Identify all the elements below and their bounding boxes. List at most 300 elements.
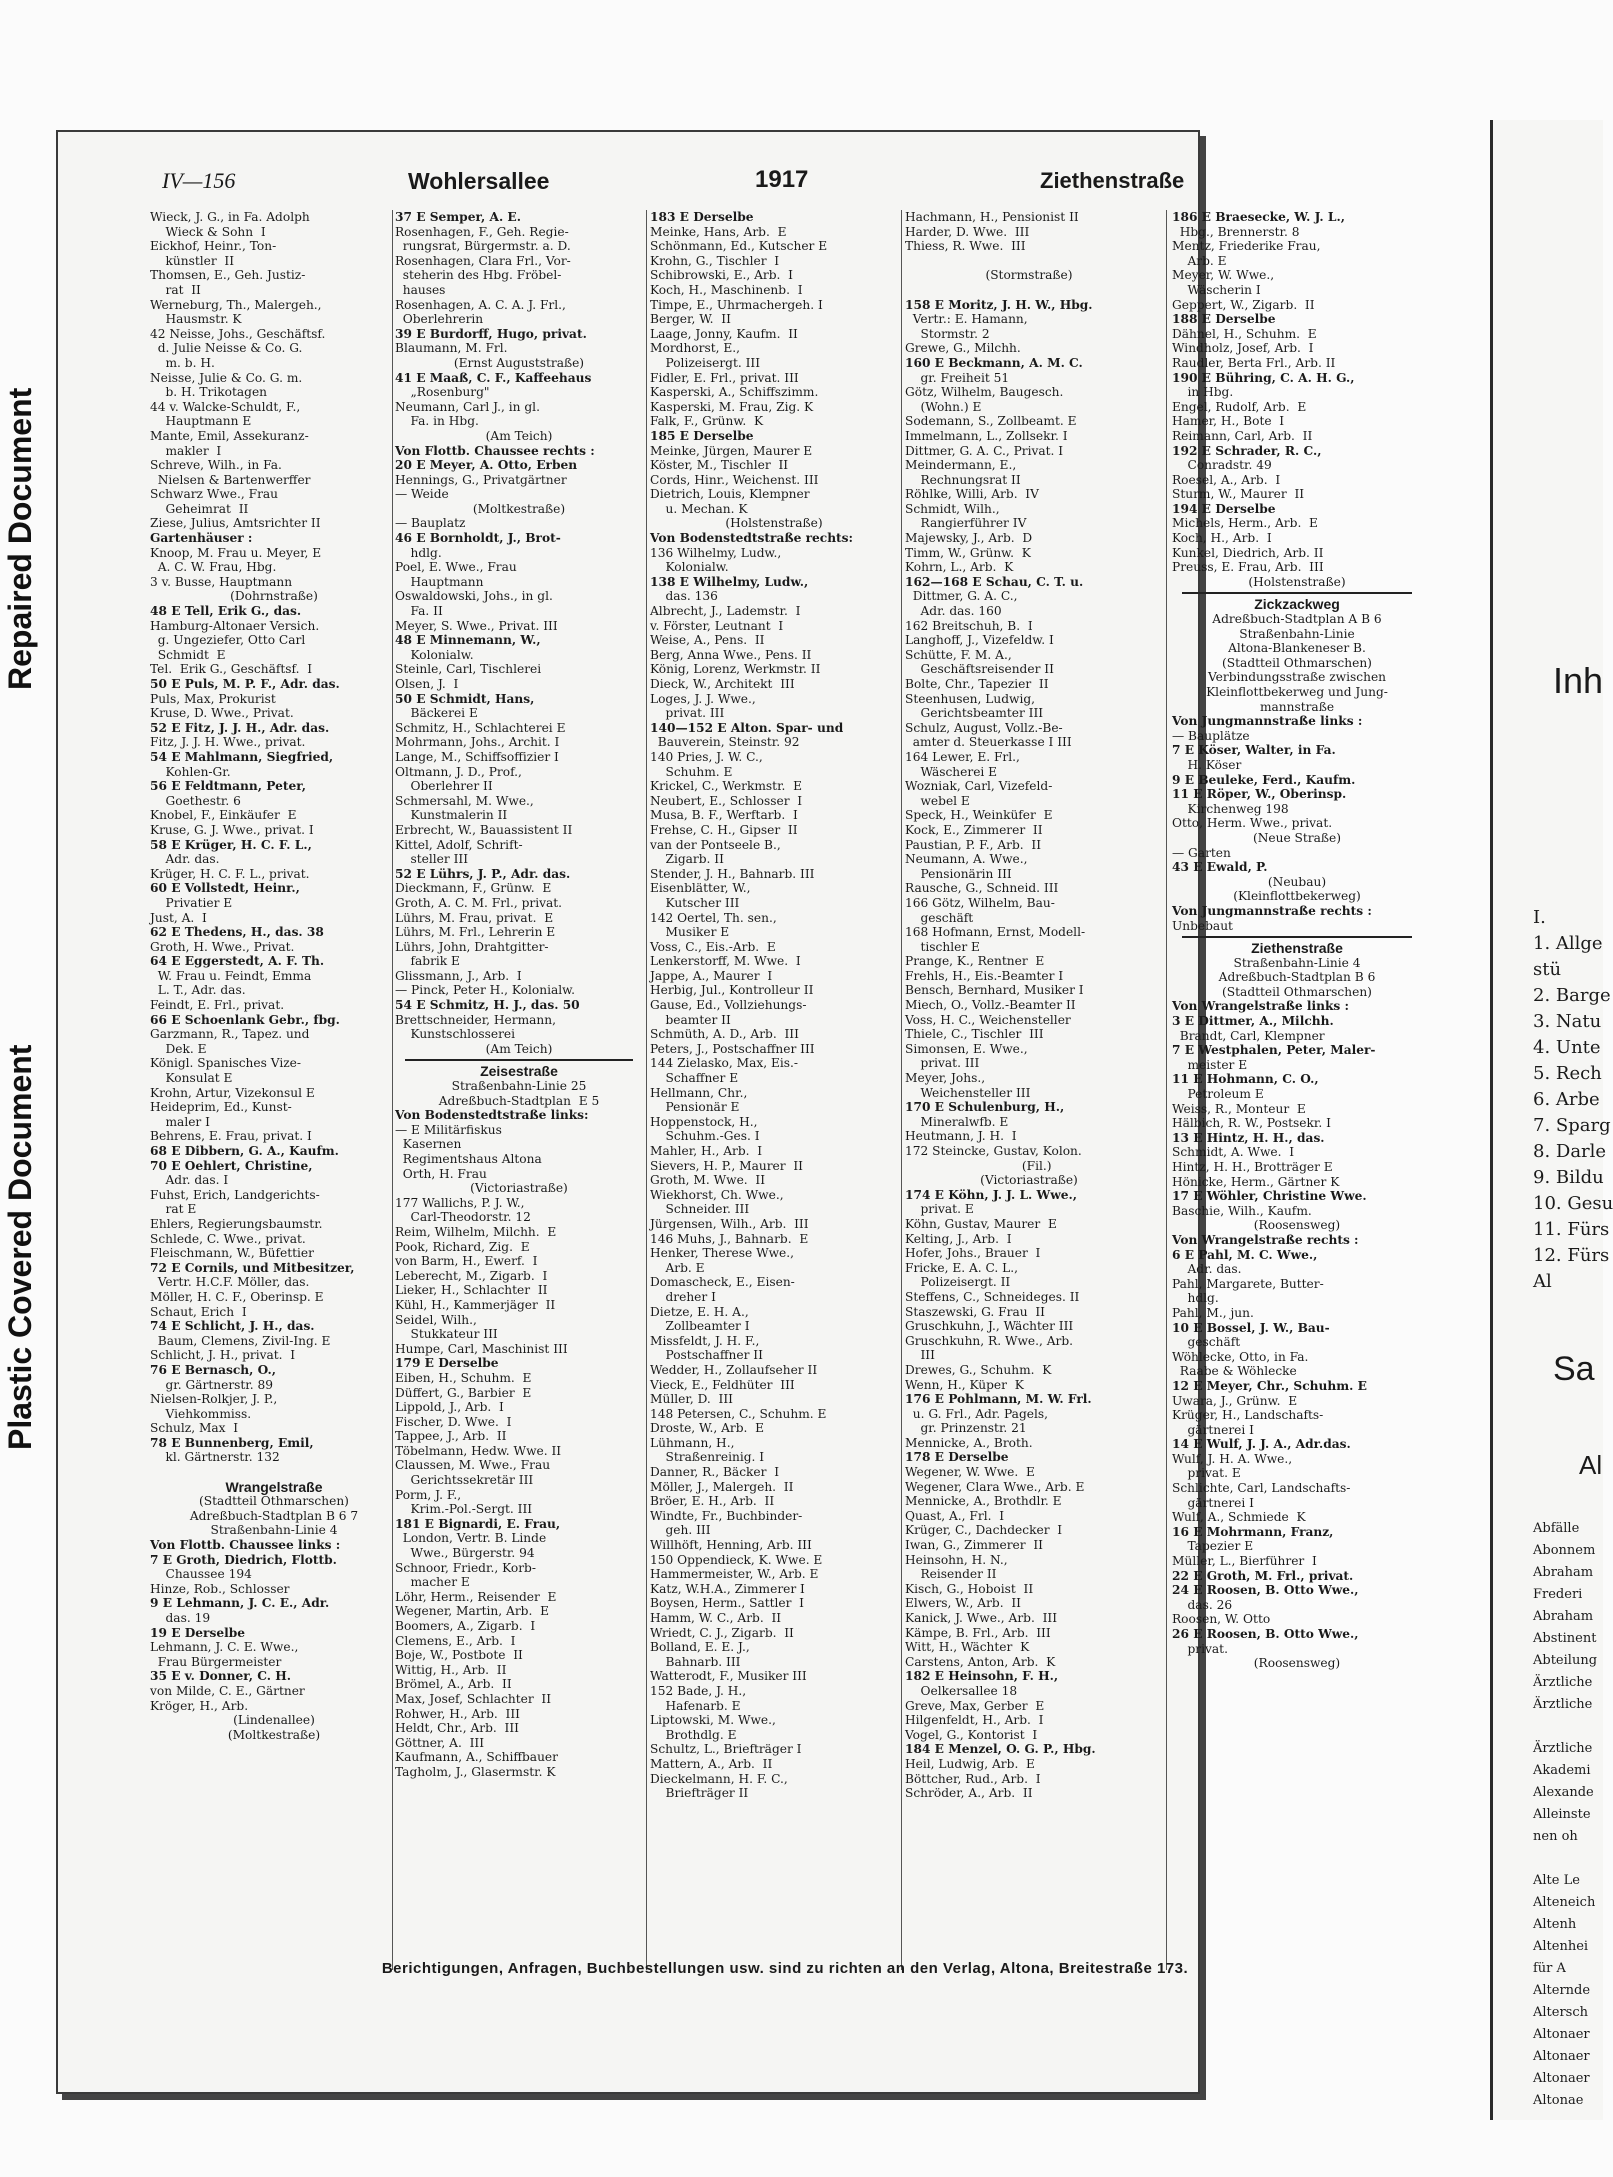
directory-line: Wegener, W. Wwe. E xyxy=(905,1465,1035,1480)
directory-line: g. Ungeziefer, Otto Carl xyxy=(150,633,306,648)
directory-line: Adreßbuch-Stadtplan B 6 xyxy=(1218,970,1376,985)
directory-line: Simonsen, E. Wwe., xyxy=(905,1041,1028,1056)
column-divider xyxy=(901,210,902,1970)
directory-line: Immelmann, L., Zollsekr. I xyxy=(905,428,1068,443)
directory-line: 24 E Roosen, B. Otto Wwe., xyxy=(1172,1583,1359,1598)
directory-line: Meyer, W. Wwe., xyxy=(1172,268,1275,283)
directory-line: Fricke, E. A. C. L., xyxy=(905,1260,1019,1275)
adjacent-list-item: Al xyxy=(1533,1271,1552,1292)
directory-line: Nielsen & Bartenwerffer xyxy=(150,472,311,487)
directory-line: Schaffner E xyxy=(650,1071,739,1086)
directory-line: 170 E Schulenburg, H., xyxy=(905,1100,1065,1115)
directory-line: Lenkerstorff, M. Wwe. I xyxy=(650,954,801,969)
directory-line: rungsrat, Bürgermstr. a. D. xyxy=(395,239,571,254)
adjacent-index-item: Ärztliche xyxy=(1533,1741,1593,1756)
directory-line: Meinke, Hans, Arb. E xyxy=(650,224,787,239)
directory-line: Max, Josef, Schlachter II xyxy=(395,1691,552,1706)
directory-line: 181 E Bignardi, E. Frau, xyxy=(395,1516,561,1531)
directory-line: Königl. Spanisches Vize- xyxy=(150,1056,301,1071)
directory-line: Kittel, Adolf, Schrift- xyxy=(395,837,523,852)
directory-line: Von Bodenstedtstraße links: xyxy=(395,1108,589,1123)
directory-line: Hennings, G., Privatgärtner xyxy=(395,472,567,487)
directory-line: 74 E Schlicht, J. H., das. xyxy=(150,1319,315,1334)
directory-line: Hauptmann E xyxy=(150,414,252,429)
directory-line: 172 Steincke, Gustav, Kolon. xyxy=(905,1144,1082,1158)
directory-line: Wittig, H., Arb. II xyxy=(395,1662,507,1677)
directory-line: Harder, D. Wwe. III xyxy=(905,224,1030,239)
adjacent-index-item: Frederi xyxy=(1533,1587,1583,1602)
footer-note: Berichtigungen, Anfragen, Buchbestellungen usw. sind zu richten an den Verlag, Altona, Breitestraße 173. xyxy=(381,1960,1189,1977)
directory-line: Wäscherei E xyxy=(905,764,998,779)
directory-line: (Kleinflottbekerweg) xyxy=(1233,889,1361,904)
directory-line: Privatier E xyxy=(150,895,233,910)
directory-line: Von Jungmannstraße rechts : xyxy=(1172,903,1372,918)
directory-line: 178 E Derselbe xyxy=(905,1450,1009,1465)
directory-line: Kunkel, Diedrich, Arb. II xyxy=(1172,545,1324,560)
directory-line: 42 Neisse, Johs., Geschäftsf. xyxy=(150,326,326,341)
directory-line: Wieck, J. G., in Fa. Adolph xyxy=(150,210,310,224)
directory-line: Raabe & Wöhlecke xyxy=(1172,1364,1297,1379)
directory-line: Mineralwfb. E xyxy=(905,1114,1009,1129)
directory-line: III xyxy=(905,1348,935,1363)
directory-line: 164 Lewer, E. Frl., xyxy=(905,749,1020,764)
directory-line: Lührs, John, Drahtgitter- xyxy=(395,939,549,954)
directory-line: Jappe, A., Maurer I xyxy=(650,968,773,983)
directory-line: Wiekhorst, Ch. Wwe., xyxy=(650,1187,784,1202)
directory-line: Schwarz Wwe., Frau xyxy=(150,487,279,502)
directory-line: 12 E Meyer, Chr., Schuhm. E xyxy=(1172,1378,1367,1393)
directory-line: privat. III xyxy=(650,706,725,721)
directory-line: fabrik E xyxy=(395,954,460,969)
adjacent-index-item: Abraham xyxy=(1533,1609,1594,1624)
directory-line: Laage, Jonny, Kaufm. II xyxy=(650,326,798,341)
directory-line: Oberlehrer II xyxy=(395,779,493,794)
directory-line: Heutmann, J. H. I xyxy=(905,1129,1017,1144)
directory-line: „Rosenburg" xyxy=(395,385,490,400)
directory-line: Musa, B. F., Werftarb. I xyxy=(650,808,798,823)
directory-line: 17 E Wöhler, Christine Wwe. xyxy=(1172,1189,1367,1204)
directory-line: 184 E Menzel, O. G. P., Hbg. xyxy=(905,1742,1096,1757)
adjacent-index-item: Ärztliche xyxy=(1533,1675,1593,1690)
directory-line: Von Flottb. Chaussee links : xyxy=(150,1538,341,1553)
directory-line: Oelkersallee 18 xyxy=(905,1683,1018,1698)
directory-line: 9 E Lehmann, J. C. E., Adr. xyxy=(150,1596,330,1611)
column-divider xyxy=(392,210,393,1970)
section-rule xyxy=(1182,936,1412,938)
directory-line: Schmüth, A. D., Arb. III xyxy=(650,1027,799,1042)
directory-line: Pensionär E xyxy=(650,1100,740,1115)
directory-line: 26 E Roosen, B. Otto Wwe., xyxy=(1172,1627,1359,1641)
directory-line: Kasperski, A., Schiffszimm. xyxy=(650,385,819,400)
directory-line: Altona-Blankeneser B. xyxy=(1228,641,1366,656)
directory-line: Arb. E xyxy=(1172,253,1227,268)
directory-line: Dietze, E. H. A., xyxy=(650,1304,749,1319)
directory-line: Kohrn, L., Arb. K xyxy=(905,560,1014,575)
directory-line: Hafenarb. E xyxy=(650,1698,741,1713)
directory-line: 52 E Fitz, J. J. H., Adr. das. xyxy=(150,720,330,735)
directory-line: dreher I xyxy=(650,1289,716,1304)
directory-line: Götz, Wilhelm, Baugesch. xyxy=(905,385,1064,400)
directory-line: Schmidt, Wilh., xyxy=(905,501,1000,516)
directory-line: Pahl, M., jun. xyxy=(1172,1305,1254,1320)
directory-line: Schlichte, Carl, Landschafts- xyxy=(1172,1481,1351,1496)
directory-line: geh. III xyxy=(650,1523,711,1538)
directory-line: Berg, Anna Wwe., Pens. II xyxy=(650,647,812,662)
directory-line: Schmersahl, M. Wwe., xyxy=(395,793,534,808)
directory-line: Boomers, A., Zigarb. I xyxy=(395,1619,536,1633)
directory-line: Löhr, Herm., Reisender E xyxy=(395,1589,557,1604)
directory-line: Lange, M., Schiffsoffizier I xyxy=(395,749,559,764)
directory-line: Bahnarb. III xyxy=(650,1654,741,1669)
directory-line: Gruschkuhn, J., Wächter III xyxy=(905,1319,1074,1334)
directory-line: Straßenbahn-Linie xyxy=(1239,626,1355,641)
directory-line: Krickel, C., Werkmstr. E xyxy=(650,779,803,794)
directory-line: Wedder, H., Zollaufseher II xyxy=(650,1362,818,1377)
directory-line: (Am Teich) xyxy=(485,428,553,443)
directory-line: das. 136 xyxy=(650,589,718,604)
directory-line: Sturm, W., Maurer II xyxy=(1172,487,1305,502)
directory-line: 54 E Mahlmann, Siegfried, xyxy=(150,749,334,764)
directory-line: Regimentshaus Altona xyxy=(395,1152,542,1166)
directory-line: Steenhusen, Ludwig, xyxy=(905,691,1036,706)
directory-line: Tappee, J., Arb. II xyxy=(395,1429,507,1444)
directory-line: Liptowski, M. Wwe., xyxy=(650,1713,776,1728)
directory-line: 186 E Braesecke, W. J. L., xyxy=(1172,210,1345,224)
directory-line: Weiss, R., Monteur E xyxy=(1172,1101,1306,1116)
adjacent-index-item: Altonae xyxy=(1533,2093,1584,2108)
directory-line: Kolonialw. xyxy=(650,560,729,575)
directory-line: Kruse, D. Wwe., Privat. xyxy=(150,706,294,721)
directory-line: Miech, O., Vollz.-Beamter II xyxy=(905,998,1076,1013)
directory-line: 62 E Thedens, H., das. 38 xyxy=(150,925,324,940)
directory-line: — Bauplatz xyxy=(395,516,466,531)
adjacent-index-item: Altonaer xyxy=(1533,2071,1590,2086)
directory-line: Kleinflottbekerweg und Jung- xyxy=(1206,685,1388,699)
directory-line: hdlg. xyxy=(1172,1291,1219,1306)
directory-line: Prange, K., Rentner E xyxy=(905,954,1045,969)
adjacent-index-item: Alexande xyxy=(1533,1785,1594,1800)
directory-line: Kühl, H., Kammerjäger II xyxy=(395,1297,556,1312)
directory-line: Köster, M., Tischler II xyxy=(650,458,789,473)
directory-line: Sievers, H. P., Maurer II xyxy=(650,1158,803,1173)
directory-line: Werneburg, Th., Malergeh., xyxy=(150,297,322,312)
directory-line: Bäckerei E xyxy=(395,706,478,721)
directory-line: 192 E Schrader, R. C., xyxy=(1172,443,1322,458)
directory-line: Dittmer, G. A. C., Privat. I xyxy=(905,443,1064,458)
adjacent-index-item: Altersch xyxy=(1533,2005,1589,2020)
directory-line: (Moltkestraße) xyxy=(472,501,566,516)
directory-line: Straßenbahn-Linie 4 xyxy=(210,1523,338,1538)
directory-line: Tapezier E xyxy=(1172,1539,1254,1554)
directory-line: 6 E Pahl, M. C. Wwe., xyxy=(1172,1247,1318,1262)
directory-line: Fleischmann, W., Büfettier xyxy=(150,1246,314,1261)
directory-line: Neumann, Carl J., in gl. xyxy=(395,399,540,414)
directory-line: Krohn, G., Tischler I xyxy=(650,253,780,268)
directory-line: Porm, J. F., xyxy=(395,1487,462,1502)
directory-line: Neumann, A. Wwe., xyxy=(905,852,1028,867)
directory-line: macher E xyxy=(395,1575,470,1590)
directory-line: 168 Hofmann, Ernst, Modell- xyxy=(905,925,1086,940)
directory-line: Geheimrat II xyxy=(150,501,249,516)
directory-line: Ehlers, Regierungsbaumstr. xyxy=(150,1216,323,1231)
directory-line: (Stadtteil Othmarschen) xyxy=(1222,655,1372,670)
directory-line: Wulf, J. H. A. Wwe., xyxy=(1172,1451,1293,1466)
directory-line: Schlicht, J. H., privat. I xyxy=(150,1348,296,1363)
directory-line: Musiker E xyxy=(650,925,730,940)
directory-line: (Stadtteil Othmarschen) xyxy=(1222,984,1372,999)
directory-line: Humpe, Carl, Maschinist III xyxy=(395,1341,568,1356)
directory-line: von Milde, C. E., Gärtner xyxy=(150,1683,305,1698)
directory-line: Watterodt, F., Musiker III xyxy=(650,1669,807,1684)
directory-line: Neisse, Julie & Co. G. m. xyxy=(150,370,303,385)
directory-line: künstler II xyxy=(150,253,235,268)
street-heading: Zeisestraße xyxy=(480,1063,558,1080)
directory-line: Heldt, Chr., Arb. III xyxy=(395,1721,519,1736)
directory-line: geschäft xyxy=(1172,1335,1241,1350)
directory-line: 166 Götz, Wilhelm, Bau- xyxy=(905,895,1055,910)
directory-line: Kohlen-Gr. xyxy=(150,764,231,779)
directory-line: Köhn, Gustav, Maurer E xyxy=(905,1216,1057,1231)
directory-line: Hamm, W. C., Arb. II xyxy=(650,1611,782,1625)
directory-line: (Am Teich) xyxy=(485,1041,553,1056)
directory-line: Henker, Therese Wwe., xyxy=(650,1246,795,1261)
directory-line: 54 E Schmitz, H. J., das. 50 xyxy=(395,998,580,1013)
directory-line: 72 E Cornils, und Mitbesitzer, xyxy=(150,1260,355,1275)
directory-line: Postschaffner II xyxy=(650,1348,763,1363)
directory-line: Wöhlecke, Otto, in Fa. xyxy=(1172,1349,1309,1364)
directory-line: Kasperski, M. Frau, Zig. K xyxy=(650,399,814,414)
directory-line: London, Vertr. B. Linde xyxy=(395,1531,547,1546)
directory-line: maler I xyxy=(150,1114,210,1129)
column-2 xyxy=(395,210,643,1960)
directory-line: Kutscher III xyxy=(650,895,740,910)
column-divider xyxy=(646,210,647,1970)
directory-line: Steffens, C., Schneideges. II xyxy=(905,1289,1080,1304)
directory-line: Lippold, J., Arb. I xyxy=(395,1400,504,1415)
adjacent-index-item: nen oh xyxy=(1533,1829,1578,1844)
directory-line: Schönmann, Ed., Kutscher E xyxy=(650,239,828,254)
directory-line: Katz, W.H.A., Zimmerer I xyxy=(650,1581,805,1596)
directory-line: Orth, H. Frau xyxy=(395,1166,487,1181)
directory-line xyxy=(905,254,1153,269)
directory-line: (Stormstraße) xyxy=(985,268,1073,283)
directory-line: Seidel, Wilh., xyxy=(395,1312,477,1327)
directory-line: Koch, H., Maschinenb. I xyxy=(650,282,803,297)
directory-line: Schmitz, H., Schlachterei E xyxy=(395,720,566,735)
directory-line: Bolland, E. E. J., xyxy=(650,1640,750,1655)
directory-line: 162—168 E Schau, C. T. u. xyxy=(905,574,1084,589)
directory-line: Straßenbahn-Linie 4 xyxy=(1233,955,1361,970)
directory-line: Unbebaut xyxy=(1172,918,1233,933)
directory-line: steller III xyxy=(395,852,469,867)
directory-line: Groth, A. C. M. Frl., privat. xyxy=(395,895,563,910)
directory-line: 152 Bade, J. H., xyxy=(650,1683,747,1698)
adjacent-index-item: Abraham xyxy=(1533,1565,1594,1580)
directory-line: Puls, Max, Prokurist xyxy=(150,691,276,706)
directory-line: Garzmann, R., Tapez. und xyxy=(150,1027,310,1042)
directory-line: Mante, Emil, Assekuranz- xyxy=(150,428,309,443)
directory-line: Dieckelmann, H. F. C., xyxy=(650,1771,788,1786)
directory-line: Hoppenstock, H., xyxy=(650,1114,758,1129)
directory-line: Bensch, Bernhard, Musiker I xyxy=(905,983,1084,998)
directory-line: Pensionärin III xyxy=(905,866,1012,881)
directory-line: Blaumann, M. Frl. xyxy=(395,341,508,356)
directory-line: Voss, H. C., Weichensteller xyxy=(905,1012,1071,1027)
directory-line: Brettschneider, Hermann, xyxy=(395,1012,556,1027)
directory-line: Polizeisergt. II xyxy=(905,1275,1011,1290)
directory-line: Fuhst, Erich, Landgerichts- xyxy=(150,1187,320,1202)
directory-line: Hachmann, H., Pensionist II xyxy=(905,210,1079,224)
directory-line: 37 E Semper, A. E. xyxy=(395,210,521,224)
directory-line: Schütte, F. M. A., xyxy=(905,647,1012,662)
page-header xyxy=(100,160,1190,200)
directory-line: 179 E Derselbe xyxy=(395,1356,499,1371)
directory-line: 138 E Wilhelmy, Ludw., xyxy=(650,574,809,589)
directory-line: meister E xyxy=(1172,1057,1248,1072)
directory-line: Timm, W., Grünw. K xyxy=(905,545,1031,560)
directory-line: Kirchenweg 198 xyxy=(1172,801,1289,816)
adjacent-index-item: Altenh xyxy=(1533,1917,1577,1932)
directory-line: Petroleum E xyxy=(1172,1087,1264,1102)
directory-line: Schmidt E xyxy=(150,647,226,662)
directory-line: Stender, J. H., Bahnarb. III xyxy=(650,866,815,881)
directory-line: Stukkateur III xyxy=(395,1327,498,1342)
adjacent-index-item: Alleinste xyxy=(1533,1807,1591,1822)
directory-line: 183 E Derselbe xyxy=(650,210,754,224)
adjacent-index-item xyxy=(1533,1848,1597,1870)
directory-line: Meyer, S. Wwe., Privat. III xyxy=(395,618,558,633)
directory-line: Schulz, August, Vollz.-Be- xyxy=(905,720,1063,735)
directory-line: Boje, W., Postbote II xyxy=(395,1648,523,1663)
directory-line: Reim, Wilhelm, Milchh. E xyxy=(395,1224,557,1239)
directory-line: König, Lorenz, Werkmstr. II xyxy=(650,662,821,677)
directory-line: Möller, H. C. F., Oberinsp. E xyxy=(150,1289,324,1304)
adjacent-page-sa: Sa xyxy=(1553,1350,1595,1388)
adjacent-index-item: Akademi xyxy=(1533,1763,1591,1778)
adjacent-list-item: 4. Unte xyxy=(1533,1037,1601,1058)
directory-line: Rangierführer IV xyxy=(905,516,1027,531)
directory-line: von Barm, H., Ewerf. I xyxy=(395,1254,538,1269)
directory-line: Kruse, G. J. Wwe., privat. I xyxy=(150,822,314,837)
directory-line: Speck, H., Weinküfer E xyxy=(905,808,1053,823)
directory-line: Böttcher, Rud., Arb. I xyxy=(905,1771,1041,1786)
directory-line: Poel, E. Wwe., Frau xyxy=(395,560,517,575)
directory-line: privat. E xyxy=(1172,1466,1241,1481)
directory-line: (Neue Straße) xyxy=(1252,830,1341,845)
directory-line: Hönicke, Herm., Gärtner K xyxy=(1172,1174,1340,1189)
directory-line: 70 E Oehlert, Christine, xyxy=(150,1158,313,1173)
adjacent-list-item: 1. Allge xyxy=(1533,933,1603,954)
directory-line: 182 E Heinsohn, F. H., xyxy=(905,1669,1059,1684)
directory-line: Konsulat E xyxy=(150,1071,233,1086)
column-1 xyxy=(150,210,398,1960)
directory-line: Claussen, M. Wwe., Frau xyxy=(395,1458,551,1473)
directory-line: m. b. H. xyxy=(150,355,215,370)
directory-line: Wozniak, Carl, Vizefeld- xyxy=(905,779,1053,794)
directory-line: 7 E Groth, Diedrich, Flottb. xyxy=(150,1552,337,1567)
directory-line: Rechnungsrat II xyxy=(905,472,1021,487)
directory-line: Zigarb. II xyxy=(650,852,724,867)
directory-line: Dieckmann, F., Grünw. E xyxy=(395,881,552,896)
directory-line: Quast, A., Frl. I xyxy=(905,1508,1005,1523)
directory-line: Hälbich, R. W., Postsekr. I xyxy=(1172,1116,1331,1131)
directory-line: A. C. W. Frau, Hbg. xyxy=(150,560,277,575)
directory-line: Krim.-Pol.-Sergt. III xyxy=(395,1502,533,1517)
directory-line: Briefträger II xyxy=(650,1786,749,1801)
directory-line: 78 E Bunnenberg, Emil, xyxy=(150,1435,314,1450)
directory-line: Müller, L., Bierführer I xyxy=(1172,1554,1317,1569)
adjacent-index-item: Alte Le xyxy=(1533,1873,1580,1888)
directory-line: (Ernst Auguststraße) xyxy=(453,355,585,370)
directory-line: Kasernen xyxy=(395,1137,462,1152)
directory-line: Vogel, G., Kontorist I xyxy=(905,1727,1038,1742)
directory-line: 56 E Feldtmann, Peter, xyxy=(150,779,307,794)
directory-line: Groth, H. Wwe., Privat. xyxy=(150,939,295,954)
street-right-heading: Ziethenstraße xyxy=(1040,168,1185,193)
directory-line: Bröer, E. H., Arb. II xyxy=(650,1494,775,1509)
directory-line: Kolonialw. xyxy=(395,647,474,662)
directory-line: rat II xyxy=(150,282,201,297)
directory-line: — E Militärfiskus xyxy=(395,1122,502,1137)
directory-line: Fa. II xyxy=(395,604,443,619)
directory-line: (Fil.) xyxy=(1006,1158,1052,1173)
directory-line: 35 E v. Donner, C. H. xyxy=(150,1669,291,1684)
directory-line: Kisch, G., Hoboist II xyxy=(905,1581,1034,1596)
sidebar-label-plastic: Plastic Covered Document xyxy=(2,1044,38,1450)
directory-line: 20 E Meyer, A. Otto, Erben xyxy=(395,458,578,473)
directory-line: Hinze, Rob., Schlosser xyxy=(150,1581,290,1596)
adjacent-list-item: 8. Darle xyxy=(1533,1141,1607,1162)
directory-line: privat. III xyxy=(905,1056,980,1071)
adjacent-index-item: Abfälle xyxy=(1533,1521,1580,1536)
directory-line: 7 E Westphalen, Peter, Maler- xyxy=(1172,1043,1376,1058)
directory-line: Frehls, H., Eis.-Beamter I xyxy=(905,968,1064,983)
directory-line: Meyer, Johs., xyxy=(905,1071,986,1086)
directory-line: Wäscherin I xyxy=(1172,282,1261,297)
directory-line: 48 E Minnemann, W., xyxy=(395,633,541,648)
adjacent-page-contents xyxy=(1533,905,1613,1295)
directory-line: Wieck & Sohn I xyxy=(150,224,266,239)
directory-line: Schlede, C. Wwe., privat. xyxy=(150,1231,306,1246)
adjacent-list-item: 5. Rech xyxy=(1533,1063,1602,1084)
directory-line: Lührs, M. Frl., Lehrerin E xyxy=(395,925,556,940)
directory-line: privat. xyxy=(1172,1641,1228,1656)
directory-line: Hilgenfeldt, H., Arb. I xyxy=(905,1713,1044,1728)
directory-line: Nielsen-Rolkjer, J. P., xyxy=(150,1392,278,1407)
directory-line: Conradstr. 49 xyxy=(1172,458,1272,473)
directory-line: Dittmer, G. A. C., xyxy=(905,589,1018,604)
adjacent-list-item: stü xyxy=(1533,959,1562,980)
street-left-heading: Wohlersallee xyxy=(408,168,550,194)
directory-line: Geppert, W., Zigarb. II xyxy=(1172,297,1315,312)
directory-line: Frehse, C. H., Gipser II xyxy=(650,822,798,837)
directory-line: 150 Oppendieck, K. Wwe. E xyxy=(650,1552,823,1567)
directory-line: Rosenhagen, A. C. A. J. Frl., xyxy=(395,297,566,312)
directory-line: Heideprim, Ed., Kunst- xyxy=(150,1100,292,1115)
directory-line: Michels, Herm., Arb. E xyxy=(1172,516,1318,531)
street-heading: Ziethenstraße xyxy=(1251,940,1343,957)
column-4 xyxy=(905,210,1153,1960)
directory-line: steherin des Hbg. Fröbel- xyxy=(395,268,562,283)
directory-line: mannstraße xyxy=(1259,699,1335,714)
directory-line: 13 E Hintz, H. H., das. xyxy=(1172,1130,1325,1145)
directory-line: 142 Oertel, Th. sen., xyxy=(650,910,777,925)
directory-line: Brandt, Carl, Klempner xyxy=(1172,1028,1325,1043)
directory-line: Behrens, E. Frau, privat. I xyxy=(150,1129,312,1144)
directory-line: Gerichtssekretär III xyxy=(395,1473,534,1488)
scan-sidebar xyxy=(0,160,40,1450)
directory-line: Zollbeamter I xyxy=(650,1319,750,1334)
